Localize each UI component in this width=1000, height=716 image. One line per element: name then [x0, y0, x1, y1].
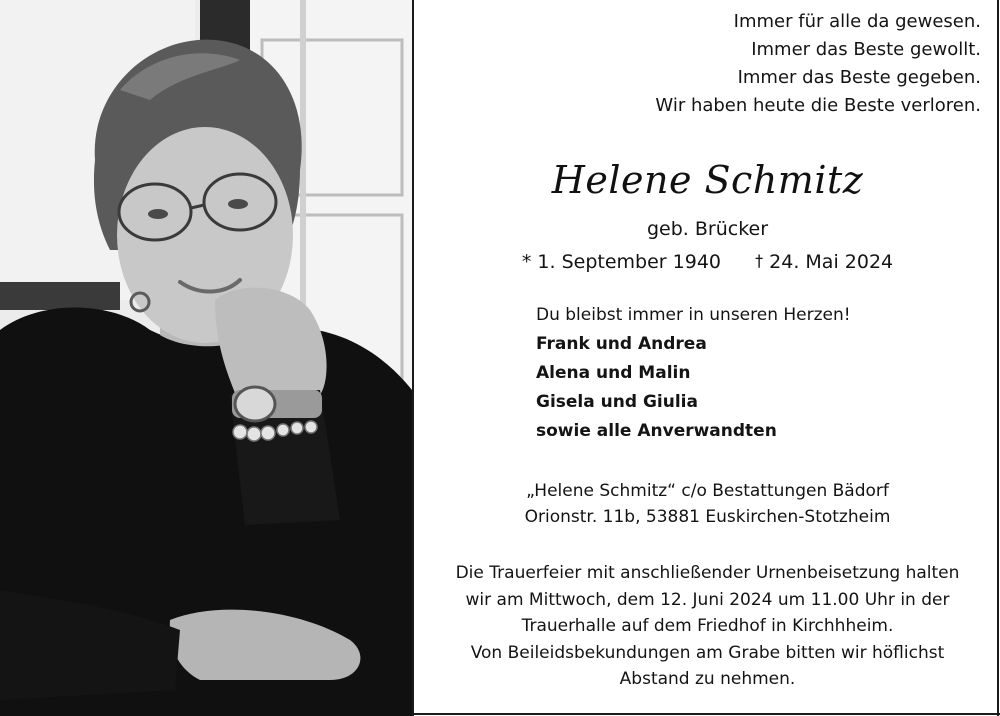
- ceremony-line: wir am Mittwoch, dem 12. Juni 2024 um 11.00 Uhr in der: [465, 589, 950, 610]
- birth-name: geb. Brücker: [646, 218, 769, 240]
- motto-line: Immer das Beste gegeben.: [737, 67, 981, 88]
- address-line: Orionstr. 11b, 53881 Euskirchen-Stotzheim: [524, 507, 891, 527]
- mourner-name: Gisela und Giulia: [536, 392, 698, 412]
- death-cross-icon: †: [755, 251, 764, 270]
- motto-line: Immer das Beste gewollt.: [751, 39, 981, 60]
- ceremony-line: Trauerhalle auf dem Friedhof in Kirchhheim.: [521, 616, 894, 636]
- portrait-photo: [0, 0, 412, 716]
- mourner-name: Alena und Malin: [536, 363, 691, 383]
- ceremony-info: [420, 560, 995, 693]
- motto-verse: [655, 8, 981, 120]
- motto-line: Wir haben heute die Beste verloren.: [655, 95, 981, 116]
- notice-text-column: [420, 0, 995, 716]
- mourner-name: sowie alle Anverwandten: [536, 421, 777, 441]
- ceremony-line: Abstand zu nehmen.: [619, 669, 796, 689]
- life-dates: [420, 251, 995, 273]
- farewell-message: Du bleibst immer in unseren Herzen!: [536, 305, 851, 325]
- portrait-illustration: [0, 0, 412, 716]
- motto-line: Immer für alle da gewesen.: [733, 11, 981, 32]
- ceremony-line: Von Beileidsbekundungen am Grabe bitten wir höflichst: [470, 642, 945, 663]
- mourner-name: Frank und Andrea: [536, 334, 707, 354]
- frame-right-border: [997, 0, 999, 716]
- condolence-address: [420, 478, 995, 530]
- deceased-name: Helene Schmitz: [551, 158, 864, 202]
- birth-symbol: *: [521, 251, 532, 273]
- birth-date: 1. September 1940: [537, 251, 722, 273]
- ceremony-line: Die Trauerfeier mit anschließender Urnenbeisetzung halten: [455, 563, 960, 583]
- frame-divider: [412, 0, 414, 716]
- death-date: 24. Mai 2024: [769, 251, 894, 273]
- farewell-block: [536, 301, 851, 446]
- address-line: „Helene Schmitz“ c/o Bestattungen Bädorf: [526, 481, 889, 501]
